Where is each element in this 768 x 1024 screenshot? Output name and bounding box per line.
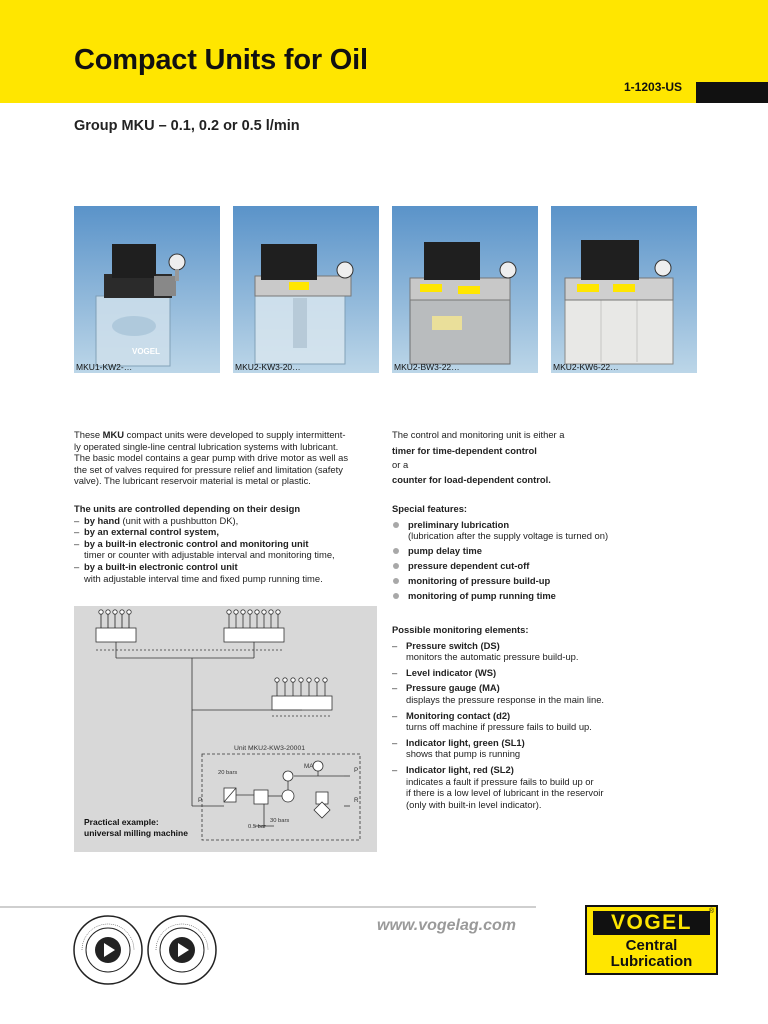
quality-management-seal-icon: [72, 914, 144, 986]
product-photo-mku2-kw6: [551, 206, 697, 373]
product-caption: MKU2-KW6-22…: [553, 362, 619, 372]
product-group-subtitle: Group MKU – 0.1, 0.2 or 0.5 l/min: [74, 118, 300, 134]
control-methods-heading: The units are controlled depending on their design: [74, 503, 301, 514]
system-schematic: [74, 606, 377, 852]
bullet-icon: [393, 548, 399, 554]
feature-item: pump delay time: [392, 545, 692, 560]
control-options: The control and monitoring unit is either a timer for time-dependent control or a counter for load-dependent control.: [392, 429, 565, 485]
page-title: Compact Units for Oil: [74, 44, 368, 76]
bullet-icon: [393, 522, 399, 528]
bullet-icon: [393, 578, 399, 584]
special-features-list: Special features: preliminary lubrication (lubrication after the supply voltage is turned on) pump delay time pressure dependent cut-off monitoring of pressure build-up monitoring of pump running time: [392, 503, 692, 605]
product-photo-mku2-bw3: [392, 206, 538, 373]
schematic-unit-label: Unit MKU2-KW3-20001: [234, 745, 306, 752]
monitoring-elements-list: [392, 624, 692, 810]
label-0-5-bar: 0.5 bar: [248, 824, 267, 830]
logo-tagline-line1: Central: [625, 937, 678, 954]
label-20-bars: 20 bars: [218, 770, 238, 776]
intro-paragraph: These MKU compact units were developed to supply intermittent- ly operated single-line central lubrication systems with lubricant. The basic model contains a gear pump with drive motor as well as the set of valves required for pressure relief and limitation (safety valve). The lubricant reservoir material is metal or plastic.: [74, 429, 349, 487]
monitoring-item: – Level indicator (WS): [392, 666, 497, 678]
label-p-inlet: P: [198, 797, 203, 804]
monitoring-item: – Indicator light, red (SL2) indicates a fault if pressure fails to build up or if there is a low level of lubricant in the reservoir (only with built-in level indicator).: [392, 763, 604, 810]
product-caption: MKU2-KW3-20…: [235, 362, 301, 372]
monitoring-item: – Pressure gauge (MA) displays the pressure response in the main line.: [392, 682, 605, 705]
practical-example-label: Practical example: universal milling machine: [84, 817, 188, 838]
label-30-bars: 30 bars: [270, 818, 290, 824]
feature-item: preliminary lubrication: [392, 519, 692, 531]
feature-item: monitoring of pump running time: [392, 590, 692, 605]
product-caption: MKU2-BW3-22…: [394, 362, 460, 372]
photo-brand-text: VOGEL: [132, 347, 161, 356]
monitoring-item: – Monitoring contact (d2) turns off machine if pressure fails to build up.: [392, 709, 592, 733]
control-methods-list: [74, 503, 379, 584]
website-link[interactable]: www.vogelag.com: [377, 917, 516, 934]
label-p-outlet: P: [354, 767, 359, 774]
vogel-logo: [585, 905, 718, 975]
logo-tagline-line2: Lubrication: [610, 953, 693, 970]
footer-divider: [0, 906, 536, 908]
environmental-management-seal-icon: [146, 914, 218, 986]
bullet-icon: [393, 593, 399, 599]
product-photo-mku2-kw3: [233, 206, 379, 373]
document-number: 1-1203-US: [624, 80, 683, 94]
monitoring-heading: Possible monitoring elements:: [392, 624, 529, 635]
feature-item: pressure dependent cut-off: [392, 560, 692, 575]
product-photo-mku1-kw2: [74, 206, 220, 373]
feature-item: monitoring of pressure build-up: [392, 575, 692, 590]
header-tab-block: [696, 82, 768, 103]
label-ma: MA: [304, 763, 314, 770]
list-item: – by a built-in electronic control unit with adjustable interval time and fixed pump running time.: [74, 560, 323, 584]
special-features-heading: Special features:: [392, 503, 468, 514]
monitoring-item: – Pressure switch (DS) monitors the automatic pressure build-up.: [392, 639, 579, 663]
label-r: R: [354, 797, 359, 804]
registered-mark: ®: [708, 908, 714, 915]
monitoring-item: – Indicator light, green (SL1) shows that pump is running: [392, 736, 525, 760]
list-item: – by an external control system,: [74, 526, 219, 538]
product-caption: MKU1-KW2-…: [76, 362, 133, 372]
logo-wordmark: VOGEL: [593, 911, 710, 935]
list-item: – by hand (unit with a pushbutton DK),: [74, 514, 239, 526]
list-item: – by a built-in electronic control and monitoring unit timer or counter with adjustable interval and monitoring time,: [74, 537, 335, 561]
bullet-icon: [393, 563, 399, 569]
